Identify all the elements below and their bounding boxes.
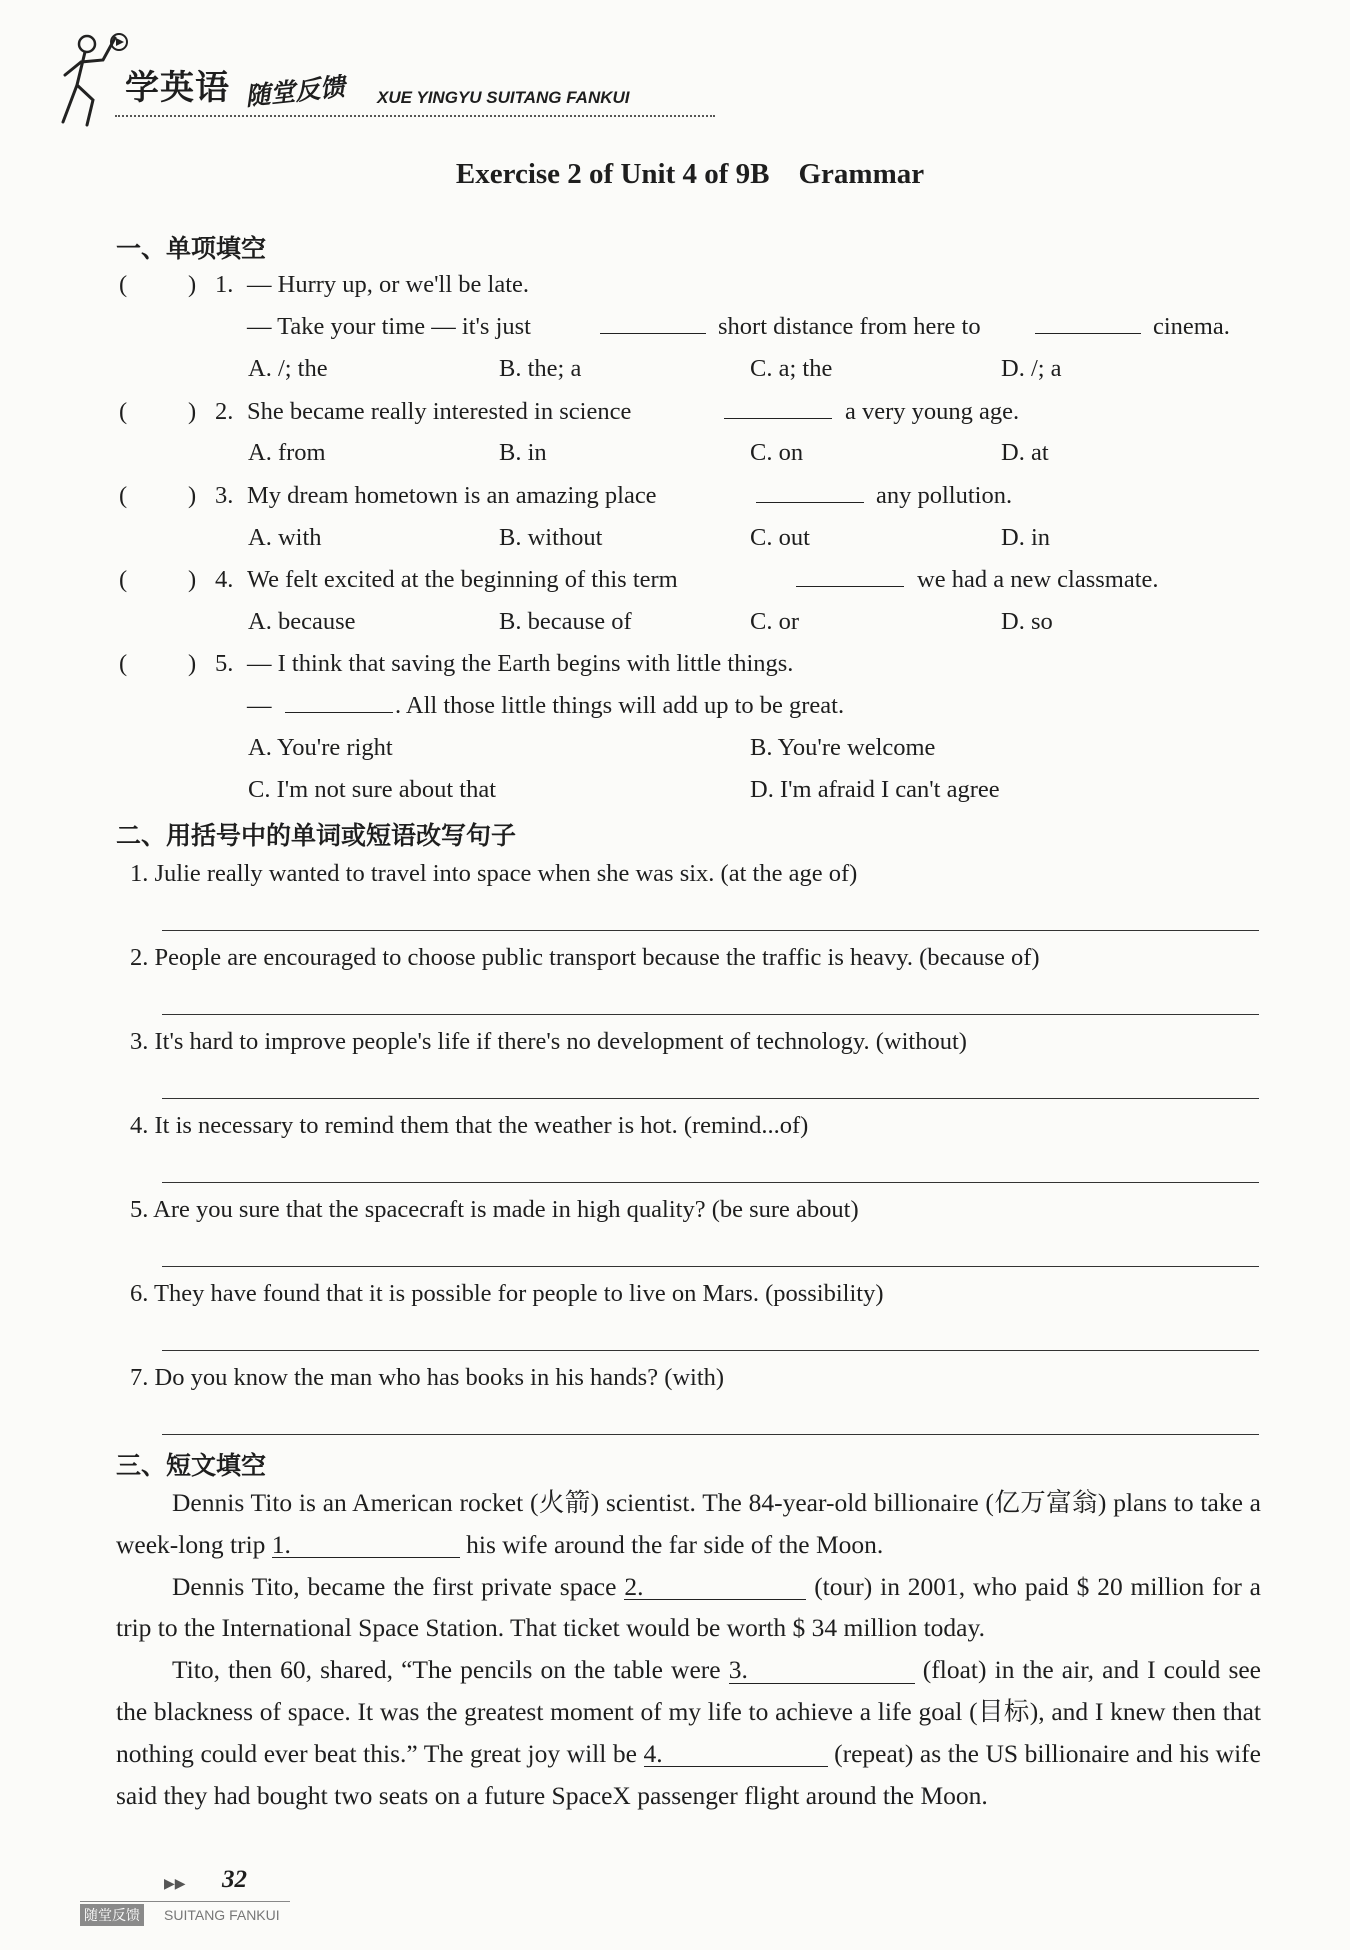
cloze-text: (float) in the air, and I could see the blackness of space. It was the greatest moment of my life to achieve a life goal (目标), and I knew then that nothing could ever beat this.” The great joy will be (116, 1655, 1262, 1768)
footer-pinyin: SUITANG FANKUI (164, 1907, 280, 1923)
q1-line2b: short distance from here to (718, 313, 981, 340)
answer-paren-close: ) (188, 271, 197, 298)
q3-option-d: D. in (1001, 524, 1050, 551)
cloze-text: (repeat) as the US billionaire and his wife said they had bought two seats on a future SpaceX passenger flight around the Moon. (116, 1738, 1261, 1810)
q5-line1: — I think that saving the Earth begins with little things. (247, 650, 794, 677)
q4-number: 4. (215, 566, 234, 593)
q4-stem-b: we had a new classmate. (917, 566, 1159, 593)
cloze-text: his wife around the far side of the Moon. (466, 1529, 884, 1559)
q5-blank[interactable] (285, 696, 393, 713)
answer-paren-open: ( (119, 271, 128, 298)
q2-option-a: A. from (248, 439, 326, 466)
q3-number: 3. (215, 482, 234, 509)
q2-blank[interactable] (724, 402, 832, 419)
q1-line2a: — Take your time — it's just (247, 313, 531, 340)
footer-divider (80, 1901, 290, 1902)
q4-blank[interactable] (796, 570, 904, 587)
q1-line1: — Hurry up, or we'll be late. (247, 271, 530, 298)
blank-number: 1. (271, 1529, 291, 1559)
answer-line-6[interactable] (162, 1350, 1259, 1351)
answer-paren-close: ) (188, 566, 197, 593)
q4-option-c: C. or (750, 608, 799, 635)
rewrite-item-6: 6. They have found that it is possible for people to live on Mars. (possibility) (130, 1280, 884, 1307)
q1-line2c: cinema. (1153, 313, 1230, 340)
section2-heading: 二、用括号中的单词或短语改写句子 (116, 821, 517, 850)
q1-option-c: C. a; the (750, 355, 833, 382)
answer-paren-close: ) (188, 398, 197, 425)
cloze-text: (tour) in 2001, who paid $ 20 million for a trip to the International Space Station. That ticket would be worth $ 34 million today. (116, 1571, 1262, 1643)
cloze-blank-3[interactable] (729, 1657, 915, 1684)
cloze-paragraph-1 (116, 1482, 1261, 1566)
blank-number: 4. (643, 1738, 663, 1768)
q3-option-b: B. without (499, 524, 603, 551)
blank-number: 3. (728, 1655, 748, 1685)
q5-number: 5. (215, 650, 234, 677)
answer-line-2[interactable] (162, 1014, 1259, 1015)
q5-option-b: B. You're welcome (750, 734, 936, 761)
footer-badge: 随堂反馈 (80, 1904, 144, 1926)
header-logo (55, 22, 675, 132)
answer-line-3[interactable] (162, 1098, 1259, 1099)
header-divider (115, 115, 715, 117)
section1-heading: 一、单项填空 (116, 234, 267, 263)
answer-line-5[interactable] (162, 1266, 1259, 1267)
q4-option-b: B. because of (499, 608, 632, 635)
q5-option-c: C. I'm not sure about that (248, 776, 497, 803)
blank-number: 2. (624, 1571, 644, 1601)
rewrite-item-7: 7. Do you know the man who has books in his hands? (with) (130, 1364, 725, 1391)
q1-option-d: D. /; a (1001, 355, 1062, 382)
cloze-blank-1[interactable] (271, 1529, 460, 1559)
cloze-passage (116, 1482, 1261, 1816)
cloze-text: Dennis Tito is an American rocket (火箭) scientist. The 84-year-old billionaire (亿万富翁) plans to take a week-long trip (116, 1488, 1261, 1559)
cloze-paragraph-2 (116, 1566, 1261, 1650)
cloze-text: Tito, then 60, shared, “The pencils on the table were (172, 1655, 721, 1685)
q2-option-d: D. at (1001, 439, 1049, 466)
q3-option-a: A. with (248, 524, 322, 551)
cloze-blank-2[interactable] (624, 1571, 806, 1601)
q5-option-d: D. I'm afraid I can't agree (750, 776, 1000, 803)
q4-option-a: A. because (248, 608, 356, 635)
page-title: Exercise 2 of Unit 4 of 9B Grammar (455, 158, 925, 190)
q2-number: 2. (215, 398, 234, 425)
cloze-paragraph-3 (116, 1649, 1261, 1816)
answer-paren-open: ( (119, 398, 128, 425)
q5-dash: — (247, 692, 272, 719)
q3-option-c: C. out (750, 524, 810, 551)
q1-blank1[interactable] (600, 317, 706, 334)
answer-paren-close: ) (188, 482, 197, 509)
q4-option-d: D. so (1001, 608, 1053, 635)
q2-option-c: C. on (750, 439, 804, 466)
answer-paren-close: ) (188, 650, 197, 677)
q1-number: 1. (215, 271, 234, 298)
brand-pinyin: XUE YINGYU SUITANG FANKUI (377, 88, 630, 107)
rewrite-item-3: 3. It's hard to improve people's life if there's no development of technology. (without) (130, 1028, 967, 1055)
q2-option-b: B. in (499, 439, 547, 466)
q1-option-a: A. /; the (248, 355, 328, 382)
q3-stem-b: any pollution. (876, 482, 1013, 509)
rewrite-item-4: 4. It is necessary to remind them that the weather is hot. (remind...of) (130, 1112, 809, 1139)
page-number: 32 (222, 1866, 247, 1893)
answer-paren-open: ( (119, 566, 128, 593)
cloze-blank-4[interactable] (643, 1738, 828, 1768)
answer-paren-open: ( (119, 482, 128, 509)
q3-stem-a: My dream hometown is an amazing place (247, 482, 657, 509)
cloze-text: Dennis Tito, became the first private space (172, 1571, 617, 1601)
answer-paren-open: ( (119, 650, 128, 677)
footer-arrow-icon: ▶▶ (164, 1876, 186, 1892)
brand-chinese: 学英语 (125, 68, 230, 108)
answer-line-7[interactable] (162, 1434, 1259, 1435)
q1-blank2[interactable] (1035, 317, 1141, 334)
q5-line2b: . All those little things will add up to be great. (395, 692, 845, 719)
rewrite-item-2: 2. People are encouraged to choose public transport because the traffic is heavy. (because of) (130, 944, 1040, 971)
rewrite-item-5: 5. Are you sure that the spacecraft is made in high quality? (be sure about) (130, 1196, 859, 1223)
q5-option-a: A. You're right (248, 734, 393, 761)
section3-heading: 三、短文填空 (116, 1451, 267, 1480)
q2-stem-a: She became really interested in science (247, 398, 632, 425)
answer-line-4[interactable] (162, 1182, 1259, 1183)
q2-stem-b: a very young age. (845, 398, 1020, 425)
brand-chinese-small: 随堂反馈 (243, 71, 347, 112)
rewrite-item-1: 1. Julie really wanted to travel into space when she was six. (at the age of) (130, 860, 858, 887)
q4-stem-a: We felt excited at the beginning of this term (247, 566, 678, 593)
q1-option-b: B. the; a (499, 355, 582, 382)
q3-blank[interactable] (756, 486, 864, 503)
answer-line-1[interactable] (162, 930, 1259, 931)
